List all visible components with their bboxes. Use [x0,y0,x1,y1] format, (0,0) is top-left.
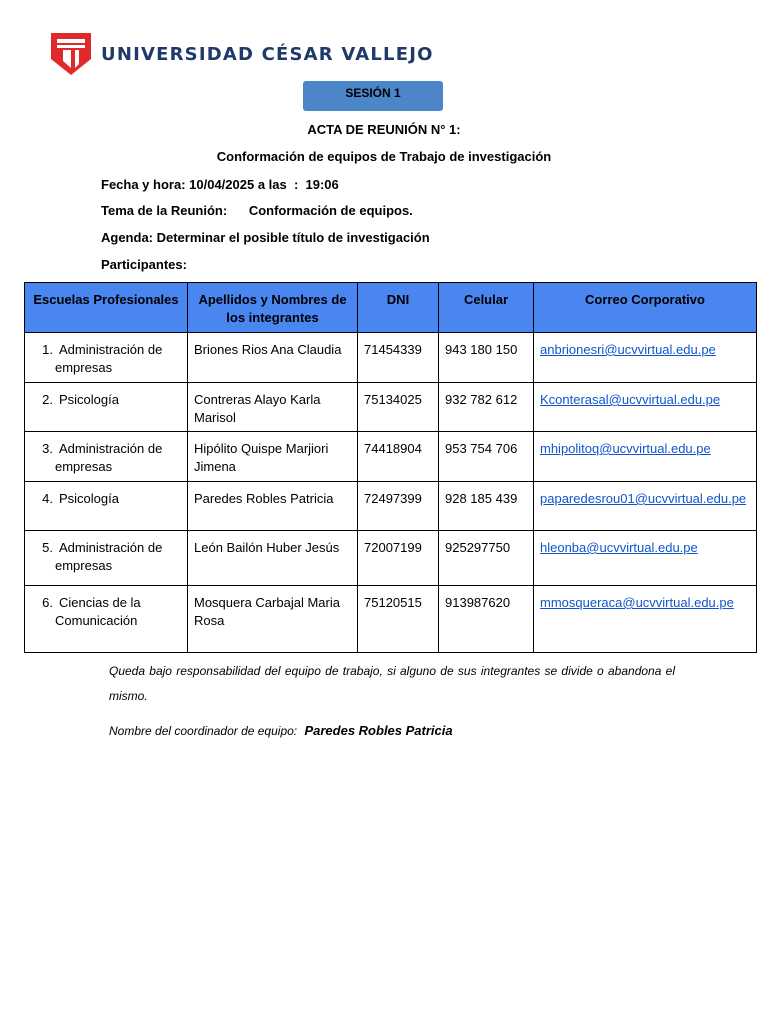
school-name: Administración de empresas [55,342,163,375]
table-header-row [25,283,757,333]
email-cell [534,383,757,432]
email-link[interactable]: mmosqueraca@ucvvirtual.edu.pe [540,595,734,610]
column-header-dni: DNI [358,283,439,333]
row-number: 2. [42,392,53,407]
name-cell: León Bailón Huber Jesús [188,531,358,586]
school-cell [25,432,188,482]
row-number: 3. [42,441,53,456]
table-row [25,482,757,531]
school-cell [25,586,188,653]
name-cell: Briones Rios Ana Claudia [188,333,358,383]
name-cell: Hipólito Quispe Marjiori Jimena [188,432,358,482]
email-cell [534,531,757,586]
coordinator-label: Nombre del coordinador de equipo: [109,724,298,738]
row-number: 1. [42,342,53,357]
session-badge: SESIÓN 1 [303,81,443,111]
participants-label: Participantes: [101,257,187,272]
school-cell [25,531,188,586]
school-name: Ciencias de la Comunicación [55,595,141,628]
name-cell: Mosquera Carbajal Maria Rosa [188,586,358,653]
email-link[interactable]: mhipolitoq@ucvvirtual.edu.pe [540,441,711,456]
phone-cell: 913987620 [439,586,534,653]
table-row [25,383,757,432]
table-row [25,333,757,383]
school-name: Administración de empresas [55,441,163,474]
table-row [25,432,757,482]
phone-cell: 953 754 706 [439,432,534,482]
email-cell [534,586,757,653]
agenda-line: Agenda: Determinar el posible título de investigación [101,230,430,245]
row-number: 4. [42,491,53,506]
responsibility-note: Queda bajo responsabilidad del equipo de trabajo, si alguno de sus integrantes se divide o abandona el mismo. [109,664,675,703]
email-link[interactable]: paparedesrou01@ucvvirtual.edu.pe [540,491,747,506]
phone-cell: 932 782 612 [439,383,534,432]
name-cell: Contreras Alayo Karla Marisol [188,383,358,432]
email-cell [534,482,757,531]
phone-cell: 943 180 150 [439,333,534,383]
school-cell [25,482,188,531]
date-line: Fecha y hora: 10/04/2025 a las : 19:06 [101,177,339,192]
university-logo [49,30,434,78]
dni-cell: 75120515 [358,586,439,653]
university-name: UNIVERSIDAD CÉSAR VALLEJO [101,43,434,65]
school-name: Psicología [59,491,119,506]
dni-cell: 71454339 [358,333,439,383]
column-header-phone: Celular [439,283,534,333]
school-name: Psicología [59,392,119,407]
row-number: 5. [42,540,53,555]
email-link[interactable]: hleonba@ucvvirtual.edu.pe [540,540,698,555]
name-cell: Paredes Robles Patricia [188,482,358,531]
phone-cell: 925297750 [439,531,534,586]
table-row [25,586,757,653]
dni-cell: 72497399 [358,482,439,531]
column-header-email: Correo Corporativo [534,283,757,333]
university-shield-icon [49,31,93,77]
dni-cell: 74418904 [358,432,439,482]
column-header-school: Escuelas Profesionales [25,283,188,333]
table-row [25,531,757,586]
column-header-name: Apellidos y Nombres de los integrantes [188,283,358,333]
participants-table [24,282,757,653]
act-title: ACTA DE REUNIÓN N° 1: [307,122,461,137]
row-number: 6. [42,595,53,610]
phone-cell: 928 185 439 [439,482,534,531]
coordinator-line [109,723,453,738]
coordinator-name: Paredes Robles Patricia [304,723,453,738]
school-cell [25,333,188,383]
school-name: Administración de empresas [55,540,163,573]
topic-line: Tema de la Reunión: Conformación de equipos. [101,203,413,218]
school-cell [25,383,188,432]
email-cell [534,432,757,482]
email-link[interactable]: Kconterasal@ucvvirtual.edu.pe [540,392,721,407]
act-subtitle: Conformación de equipos de Trabajo de investigación [216,149,552,164]
dni-cell: 72007199 [358,531,439,586]
dni-cell: 75134025 [358,383,439,432]
email-link[interactable]: anbrionesri@ucvvirtual.edu.pe [540,342,716,357]
email-cell [534,333,757,383]
